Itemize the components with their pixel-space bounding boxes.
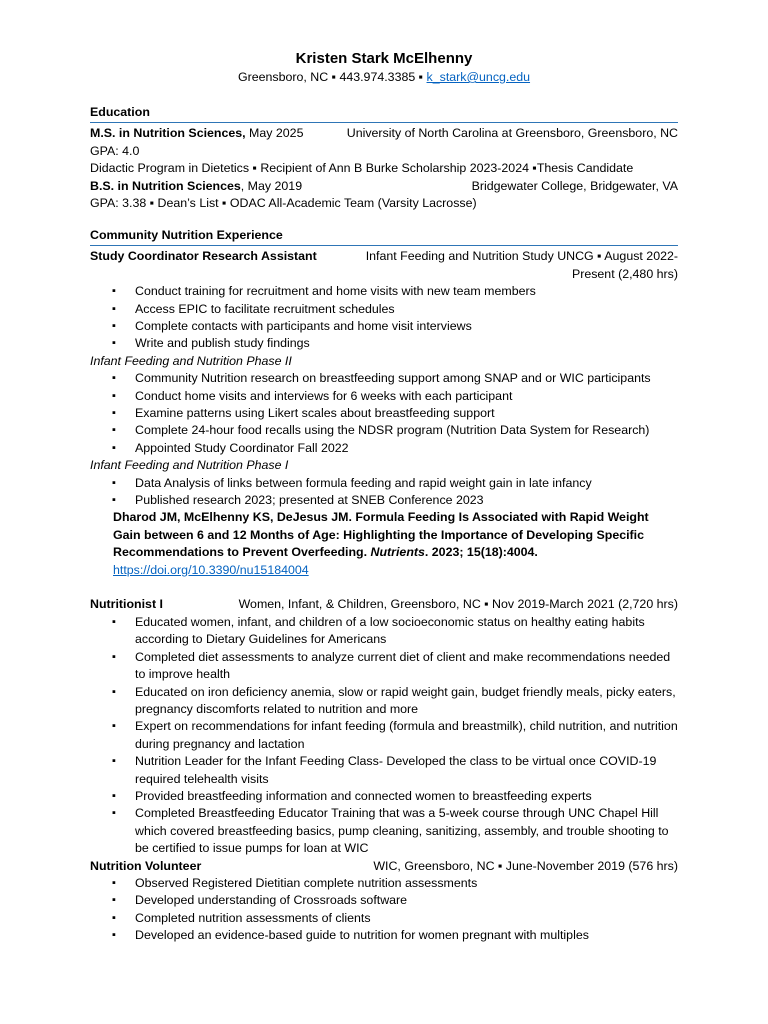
study-dates-row [90,266,678,283]
citation-tail: . 2023; 15(18):4004. [424,545,538,560]
list-item: ▪ Observed Registered Dietitian complete nutrition assessments [90,875,678,892]
phase-i-title: Infant Feeding and Nutrition Phase I [90,458,289,473]
study-org: Infant Feeding and Nutrition Study UNCG ▪ August 2022- [365,249,678,264]
education-section [90,104,678,212]
list-item: ▪ Data Analysis of links between formula feeding and rapid weight gain in late infancy [90,475,678,492]
list-item: ▪ Write and publish study findings [90,335,678,352]
citation-text: Dharod JM, McElhenny KS, DeJesus JM. Formula Feeding Is Associated with Rapid Weight Gain between 6 and 12 Months of Age: Highlighting the Importance of Developing Specific Recommendations to Prevent Overfeeding. [113,510,649,560]
study-duties-list [90,283,678,353]
ms-gpa: GPA: 4.0 [90,143,140,158]
list-item: ▪ Completed diet assessments to analyze current diet of client and make recommendations needed to improve health [90,649,678,684]
list-item: ▪ Conduct training for recruitment and home visits with new team members [90,283,678,300]
list-item: ▪ Developed an evidence-based guide to nutrition for women pregnant with multiples [90,927,678,944]
community-section [90,227,678,945]
list-item: ▪ Community Nutrition research on breastfeeding support among SNAP and or WIC participants [90,370,678,387]
email-link[interactable]: k_stark@uncg.edu [426,70,531,84]
bs-school: Bridgewater College, Bridgewater, VA [471,178,678,193]
education-heading: Education [90,104,678,123]
bs-row [90,178,678,195]
volunteer-duties-list [90,875,678,945]
citation-journal: Nutrients [370,545,425,560]
list-item: ▪ Examine patterns using Likert scales about breastfeeding support [90,405,678,422]
list-item: ▪ Developed understanding of Crossroads software [90,892,678,909]
list-item: ▪ Educated on iron deficiency anemia, slow or rapid weight gain, budget friendly meals, picky eaters, pregnancy discomforts related to nutrition and more [90,684,678,719]
list-item: ▪ Completed nutrition assessments of clients [90,910,678,927]
study-dates: Present (2,480 hrs) [571,266,678,281]
contact-line [90,69,678,86]
phase-ii-list [90,370,678,457]
list-item: ▪ Nutrition Leader for the Infant Feeding Class- Developed the class to be virtual once COVID-19 required telehealth visits [90,753,678,788]
list-item: ▪ Complete 24-hour food recalls using the NDSR program (Nutrition Data System for Research) [90,422,678,439]
list-item: ▪ Expert on recommendations for infant feeding (formula and breastmilk), child nutrition, and nutrition during pregnancy and lactation [90,718,678,753]
list-item: ▪ Provided breastfeeding information and connected women to breastfeeding experts [90,788,678,805]
candidate-name: Kristen Stark McElhenny [295,50,473,67]
phase-ii-title: Infant Feeding and Nutrition Phase II [90,353,292,368]
list-item: ▪ Published research 2023; presented at SNEB Conference 2023 [90,492,678,509]
study-role-row [90,248,678,265]
phase-i-list [90,475,678,510]
ms-date: May 2025 [245,126,304,141]
ms-row [90,125,678,142]
citation-doi-link[interactable]: https://doi.org/10.3390/nu15184004 [113,562,309,577]
list-item: ▪ Completed Breastfeeding Educator Training that was a 5-week course through UNC Chapel Hill which covered breastfeeding basics, pump cleaning, sanitizing, assembly, and trouble shooting to be certified to issue pumps for loan at WIC [90,805,678,857]
list-item: ▪ Educated women, infant, and children of a low socioeconomic status on healthy eating habits according to Dietary Guidelines for Americans [90,614,678,649]
community-heading: Community Nutrition Experience [90,227,678,246]
list-item: ▪ Complete contacts with participants and home visit interviews [90,318,678,335]
ms-details: Didactic Program in Dietetics ▪ Recipient of Ann B Burke Scholarship 2023-2024 ▪Thesis Candidate [90,161,634,176]
nutritionist-role-row [90,596,678,613]
volunteer-role-row [90,858,678,875]
nutritionist-org: Women, Infant, & Children, Greensboro, NC ▪ Nov 2019-March 2021 (2,720 hrs) [238,597,678,612]
publication-citation [90,509,678,579]
nutritionist-role: Nutritionist I [90,597,163,612]
contact-info: Greensboro, NC ▪ 443.974.3385 ▪ [237,70,427,84]
ms-degree: M.S. in Nutrition Sciences, [90,126,246,141]
list-item: ▪ Access EPIC to facilitate recruitment schedules [90,301,678,318]
resume-header [90,49,678,86]
study-role: Study Coordinator Research Assistant [90,249,317,264]
nutritionist-duties-list [90,614,678,858]
volunteer-role: Nutrition Volunteer [90,858,202,873]
bs-details: GPA: 3.38 ▪ Dean’s List ▪ ODAC All-Academic Team (Varsity Lacrosse) [90,196,477,210]
list-item: ▪ Appointed Study Coordinator Fall 2022 [90,440,678,457]
bs-degree: B.S. in Nutrition Sciences [90,178,241,193]
volunteer-org: WIC, Greensboro, NC ▪ June-November 2019 (576 hrs) [373,858,678,873]
ms-school: University of North Carolina at Greensboro, Greensboro, NC [346,126,678,141]
bs-date: , May 2019 [240,178,303,193]
list-item: ▪ Conduct home visits and interviews for 6 weeks with each participant [90,388,678,405]
